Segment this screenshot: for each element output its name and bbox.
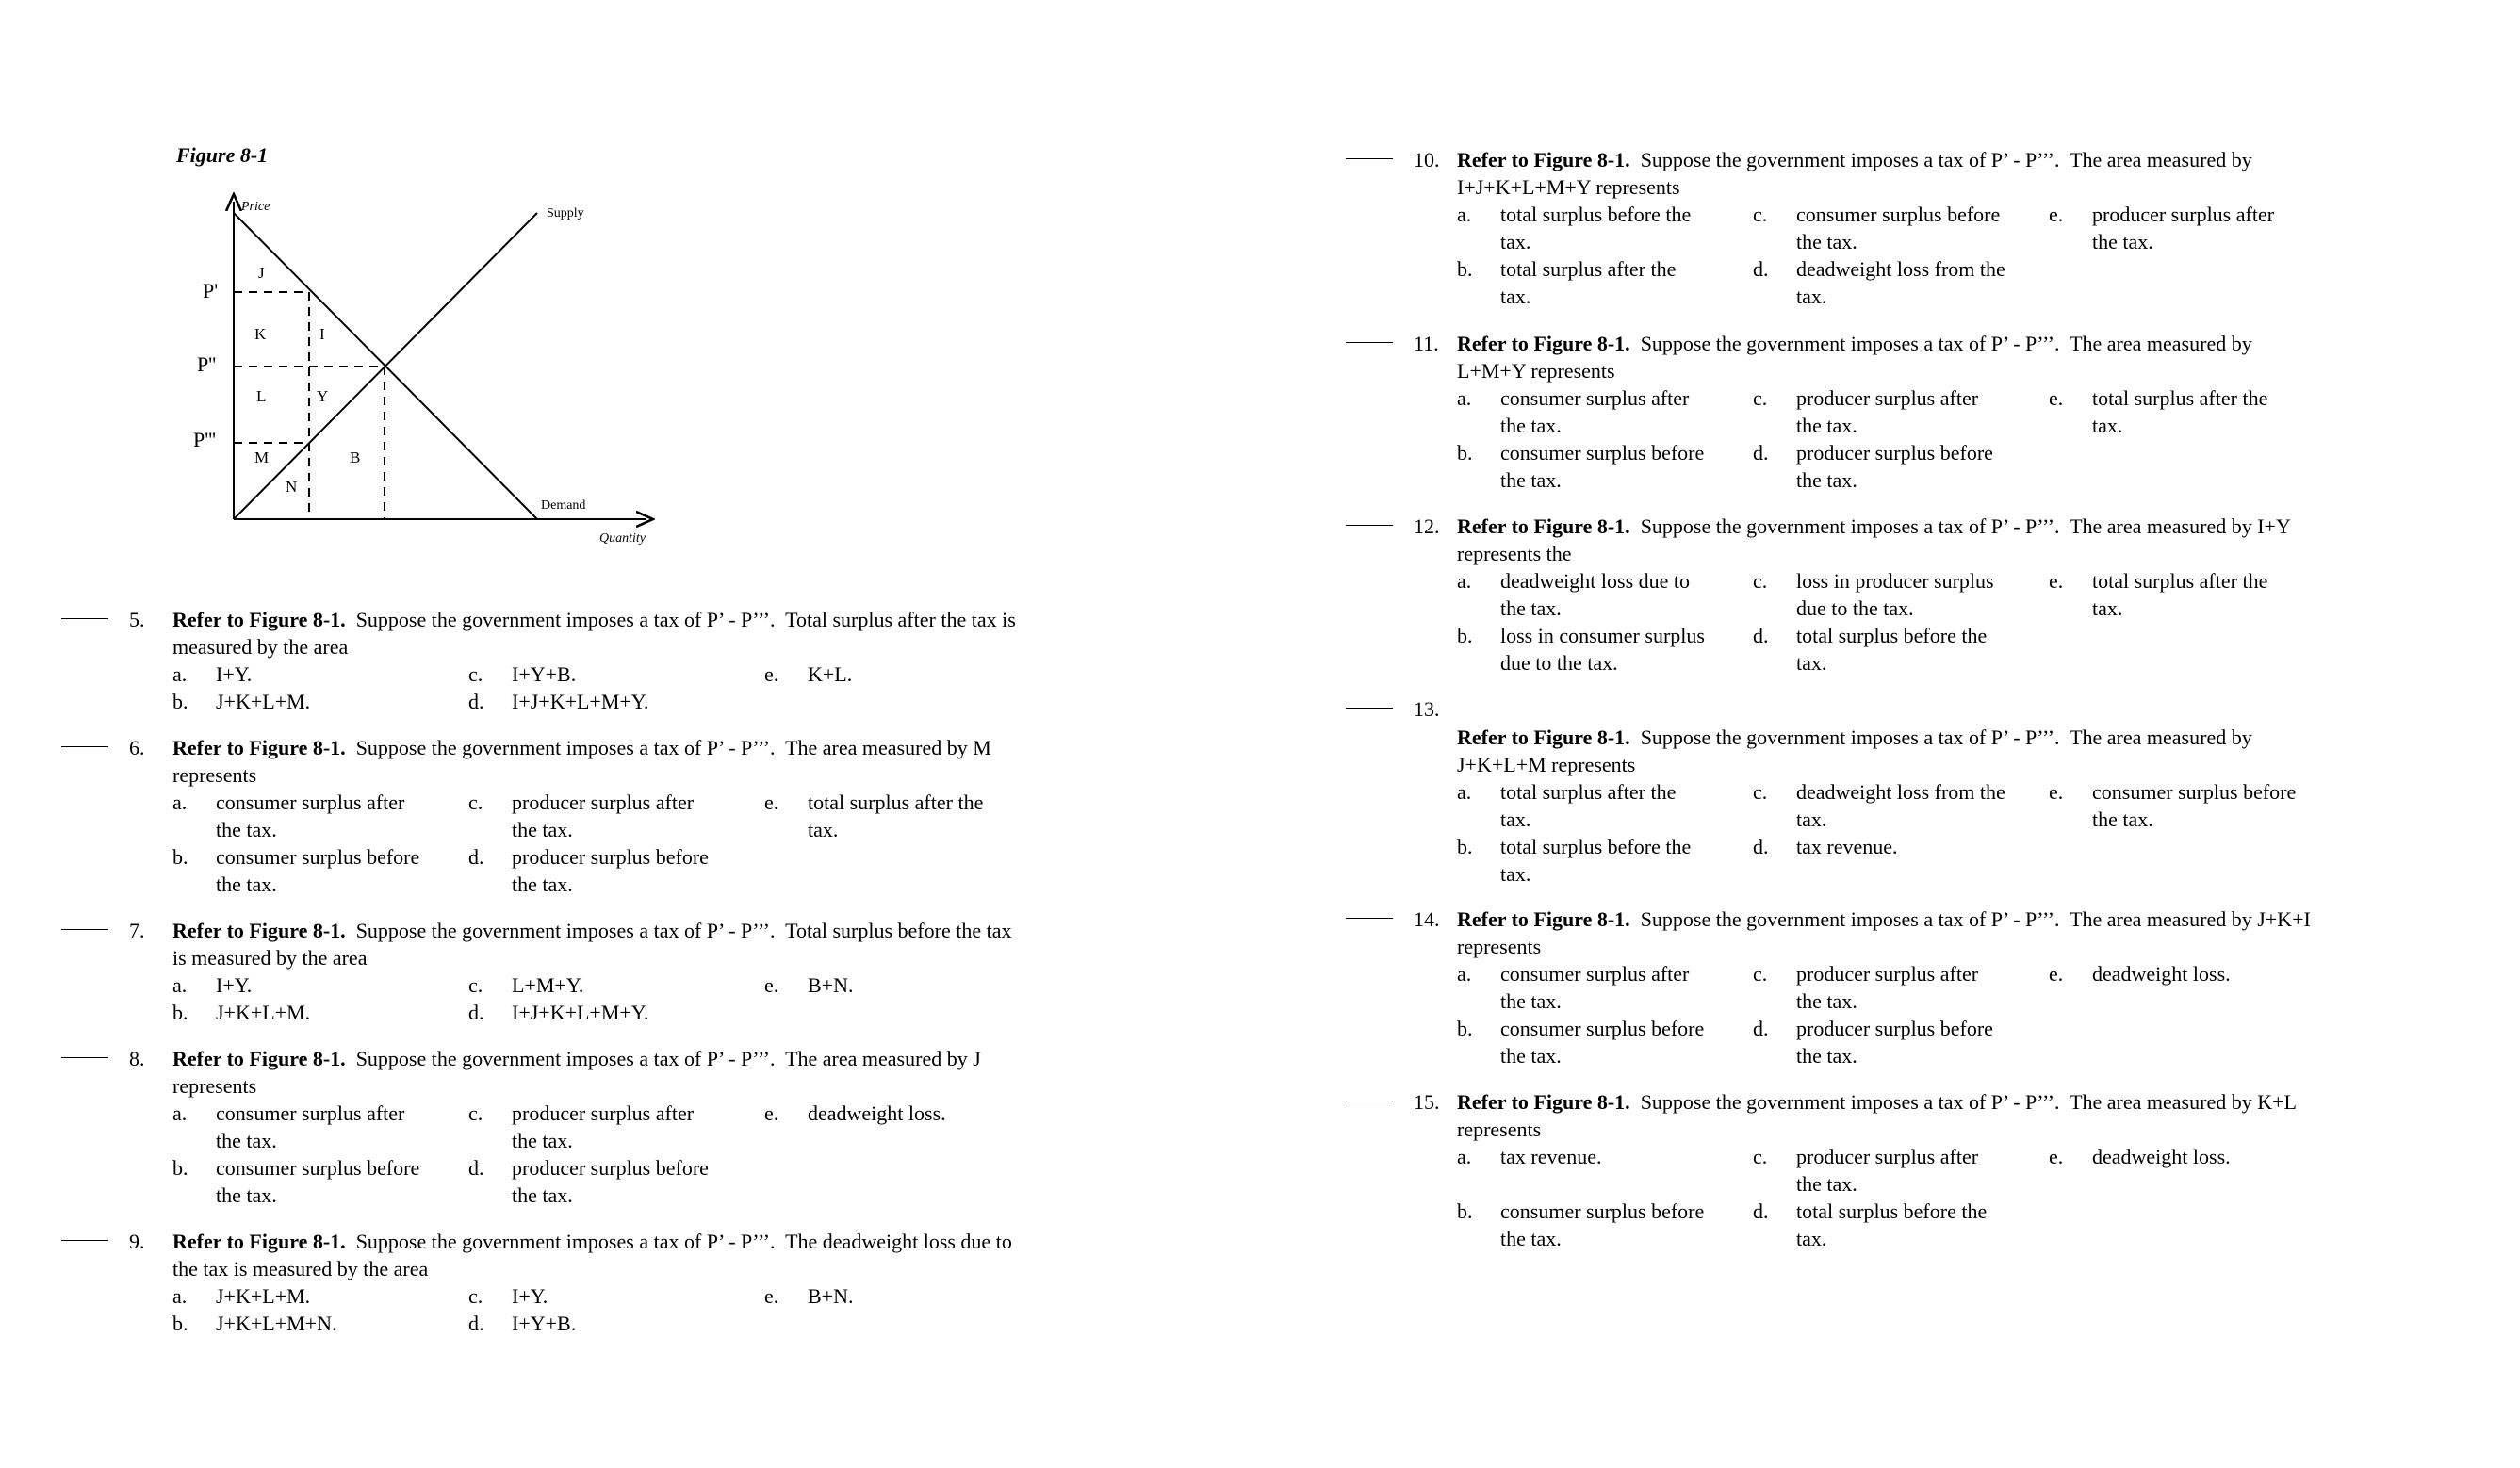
- option-text: [1500, 833, 1691, 888]
- option-text: [808, 661, 852, 688]
- option-text-line: producer surplus after: [1796, 386, 1979, 410]
- option-letter: b.: [1457, 441, 1473, 465]
- area-label-y: Y: [317, 387, 329, 405]
- area-label-j: J: [258, 264, 265, 282]
- option-text-line: I+J+K+L+M+Y.: [512, 1001, 649, 1024]
- option-text-line: producer surplus after: [512, 1101, 695, 1125]
- option-text: [1500, 1015, 1704, 1069]
- stem-line: Suppose the government imposes a tax of P’ - P’’’. The area measured by J+K+I: [1640, 907, 2311, 931]
- option-text-line: B+N.: [808, 1284, 854, 1308]
- option-text-line: J+K+L+M.: [216, 1001, 311, 1024]
- price-label-p2: P'': [197, 352, 217, 376]
- option-text-line: the tax.: [1796, 230, 1857, 253]
- question-stem: [1457, 330, 2252, 384]
- option-text-line: the tax.: [216, 818, 277, 841]
- stem-line: Suppose the government imposes a tax of P’ - P’’’. Total surplus after the tax is: [355, 608, 1016, 631]
- option-text-line: total surplus after the: [2092, 569, 2268, 593]
- option-text: [216, 1310, 336, 1337]
- option-text-line: tax.: [1500, 230, 1531, 253]
- option-letter: b.: [172, 845, 188, 869]
- option-letter: d.: [1753, 835, 1769, 858]
- option-letter: b.: [172, 1312, 188, 1335]
- option-text: [1796, 384, 1978, 439]
- option-text-line: total surplus before the: [1500, 203, 1692, 226]
- option-text: [512, 999, 648, 1026]
- question-stem: [1457, 1088, 2297, 1143]
- option-text-line: consumer surplus after: [1500, 962, 1690, 986]
- option-text-line: total surplus after the: [1500, 780, 1677, 804]
- option-letter: e.: [764, 791, 779, 814]
- option-text: [512, 843, 709, 898]
- option-text-line: J+K+L+M.: [216, 690, 311, 713]
- option-text-line: tax revenue.: [1796, 835, 1898, 858]
- answer-blank[interactable]: [1346, 918, 1393, 919]
- question-stem: [172, 734, 991, 789]
- option-text: [512, 789, 694, 843]
- option-text: [512, 1310, 576, 1337]
- option-text: [2092, 778, 2296, 833]
- option-text: [1796, 255, 2005, 310]
- option-text-line: J+K+L+M.: [216, 1284, 311, 1308]
- option-text-line: the tax.: [216, 1183, 277, 1207]
- option-text-line: J+K+L+M+N.: [216, 1312, 337, 1335]
- option-letter: d.: [1753, 624, 1769, 647]
- stem-line: represents: [1457, 1117, 1542, 1141]
- option-letter: d.: [468, 1156, 484, 1180]
- option-text: [808, 971, 853, 999]
- option-text-line: tax.: [1796, 285, 1827, 308]
- figure-reference: Refer to Figure 8-1.: [1457, 1090, 1630, 1114]
- option-text-line: deadweight loss.: [2092, 1145, 2231, 1168]
- price-axis-label: Price: [241, 200, 270, 214]
- option-letter: b.: [172, 1156, 188, 1180]
- question-number: 7.: [129, 919, 145, 942]
- option-text-line: the tax.: [1500, 1044, 1562, 1068]
- question-stem: [172, 1045, 981, 1100]
- option-letter: d.: [1753, 1199, 1769, 1223]
- option-text-line: producer surplus before: [1796, 441, 1993, 465]
- question-number: 13.: [1414, 697, 1440, 721]
- question-number: 8.: [129, 1047, 145, 1070]
- option-letter: a.: [1457, 962, 1472, 986]
- answer-blank[interactable]: [61, 1240, 108, 1241]
- stem-line: Suppose the government imposes a tax of P’ - P’’’. The area measured by K+L: [1640, 1090, 2297, 1114]
- option-text-line: producer surplus before: [512, 1156, 709, 1180]
- option-letter: d.: [468, 845, 484, 869]
- option-letter: c.: [468, 662, 483, 686]
- question-number: 9.: [129, 1230, 145, 1253]
- option-text: [1500, 778, 1676, 833]
- option-text: [216, 971, 252, 999]
- option-text: [1796, 201, 2000, 255]
- option-letter: d.: [1753, 257, 1769, 281]
- option-text-line: tax.: [1796, 807, 1827, 831]
- question-stem: [1457, 905, 2311, 960]
- answer-blank[interactable]: [61, 618, 108, 619]
- option-letter: e.: [2049, 203, 2064, 226]
- option-text: [808, 1282, 853, 1310]
- option-text-line: the tax.: [1500, 468, 1562, 492]
- option-letter: d.: [1753, 441, 1769, 465]
- stem-line: L+M+Y represents: [1457, 359, 1615, 383]
- option-text: [1500, 567, 1690, 622]
- question-stem: [1457, 146, 2252, 201]
- option-letter: c.: [468, 973, 483, 997]
- option-letter: c.: [468, 1101, 483, 1125]
- option-text-line: I+Y.: [216, 973, 253, 997]
- option-text-line: consumer surplus before: [216, 845, 420, 869]
- stem-line: the tax is measured by the area: [172, 1257, 429, 1280]
- option-text-line: tax.: [1500, 285, 1531, 308]
- option-text-line: tax revenue.: [1500, 1145, 1602, 1168]
- option-text: [512, 1282, 548, 1310]
- question-number: 15.: [1414, 1090, 1440, 1114]
- option-text-line: deadweight loss.: [808, 1101, 946, 1125]
- option-letter: d.: [468, 1001, 484, 1024]
- option-text-line: total surplus after the: [2092, 386, 2268, 410]
- question-number: 6.: [129, 736, 145, 759]
- stem-line: Suppose the government imposes a tax of P’ - P’’’. The area measured by: [1640, 726, 2252, 749]
- option-letter: b.: [1457, 835, 1473, 858]
- option-letter: b.: [172, 1001, 188, 1024]
- option-letter: c.: [1753, 203, 1768, 226]
- answer-blank[interactable]: [1346, 525, 1393, 526]
- area-label-i: I: [319, 325, 325, 343]
- figure-title: Figure 8-1: [176, 143, 269, 167]
- option-text: [1796, 833, 1898, 860]
- option-text-line: the tax.: [1500, 989, 1562, 1013]
- option-text-line: tax.: [2092, 414, 2123, 437]
- option-text: [216, 1282, 310, 1310]
- stem-line: Suppose the government imposes a tax of P’ - P’’’. The deadweight loss due to: [355, 1230, 1012, 1253]
- option-letter: e.: [764, 973, 779, 997]
- option-text-line: the tax.: [512, 1129, 573, 1152]
- option-text: [216, 688, 310, 715]
- figure-reference: Refer to Figure 8-1.: [1457, 726, 1630, 749]
- stem-line: represents: [172, 1074, 257, 1098]
- question-number: 11.: [1414, 332, 1439, 355]
- option-text-line: deadweight loss due to: [1500, 569, 1691, 593]
- option-letter: e.: [2049, 780, 2064, 804]
- option-letter: c.: [1753, 386, 1768, 410]
- option-letter: c.: [468, 1284, 483, 1308]
- question-number: 10.: [1414, 148, 1440, 171]
- area-label-l: L: [256, 387, 267, 405]
- option-letter: a.: [1457, 203, 1472, 226]
- option-text-line: deadweight loss from the: [1796, 257, 2005, 281]
- question-stem: [172, 606, 1016, 661]
- option-letter: c.: [1753, 1145, 1768, 1168]
- option-letter: b.: [1457, 624, 1473, 647]
- option-text-line: consumer surplus before: [1500, 1017, 1705, 1040]
- option-text: [1500, 1198, 1704, 1252]
- option-text-line: B+N.: [808, 973, 854, 997]
- option-letter: c.: [1753, 780, 1768, 804]
- option-text-line: consumer surplus before: [1500, 441, 1705, 465]
- figure-8-1-diagram: [0, 0, 679, 565]
- figure-reference: Refer to Figure 8-1.: [1457, 907, 1630, 931]
- option-letter: c.: [1753, 569, 1768, 593]
- option-text: [1796, 1143, 1978, 1198]
- option-letter: d.: [468, 690, 484, 713]
- option-letter: e.: [764, 662, 779, 686]
- option-text-line: due to the tax.: [1796, 596, 1914, 620]
- option-text-line: consumer surplus before: [216, 1156, 420, 1180]
- option-text-line: the tax.: [1796, 1172, 1857, 1196]
- option-text: [2092, 201, 2274, 255]
- option-text: [216, 999, 310, 1026]
- figure-reference: Refer to Figure 8-1.: [1457, 332, 1630, 355]
- option-text: [1500, 960, 1689, 1015]
- option-text-line: producer surplus after: [512, 791, 695, 814]
- stem-line: represents: [1457, 935, 1542, 958]
- option-text-line: I+Y+B.: [512, 662, 577, 686]
- option-text: [1796, 622, 1987, 677]
- stem-line: Suppose the government imposes a tax of P’ - P’’’. The area measured by I+Y: [1640, 514, 2291, 538]
- option-text-line: consumer surplus after: [216, 1101, 405, 1125]
- option-text-line: tax.: [1500, 807, 1531, 831]
- option-text-line: the tax.: [1796, 414, 1857, 437]
- stem-line: Suppose the government imposes a tax of P’ - P’’’. The area measured by: [1640, 332, 2252, 355]
- figure-reference: Refer to Figure 8-1.: [172, 919, 346, 942]
- option-text: [512, 661, 576, 688]
- option-text: [216, 661, 252, 688]
- option-text-line: the tax.: [1796, 468, 1857, 492]
- option-text-line: total surplus after the: [1500, 257, 1677, 281]
- option-text-line: total surplus before the: [1500, 835, 1692, 858]
- option-text-line: consumer surplus before: [2092, 780, 2297, 804]
- option-letter: b.: [1457, 1199, 1473, 1223]
- price-label-p1: P': [203, 279, 219, 302]
- option-text: [1500, 1143, 1602, 1170]
- option-text-line: the tax.: [1500, 1227, 1562, 1250]
- stem-line: measured by the area: [172, 635, 349, 659]
- stem-line: is measured by the area: [172, 946, 368, 970]
- option-letter: e.: [2049, 386, 2064, 410]
- option-letter: e.: [764, 1284, 779, 1308]
- option-text: [512, 1154, 709, 1209]
- option-letter: e.: [2049, 962, 2064, 986]
- option-letter: a.: [172, 1284, 188, 1308]
- option-text-line: the tax.: [1796, 989, 1857, 1013]
- option-text-line: the tax.: [216, 1129, 277, 1152]
- option-text-line: the tax.: [1796, 1044, 1857, 1068]
- option-text-line: deadweight loss.: [2092, 962, 2231, 986]
- stem-line: represents the: [1457, 542, 1572, 565]
- option-text: [1500, 439, 1704, 494]
- option-text-line: producer surplus after: [2092, 203, 2275, 226]
- option-text-line: consumer surplus after: [1500, 386, 1690, 410]
- option-letter: a.: [1457, 1145, 1472, 1168]
- option-text-line: the tax.: [512, 818, 573, 841]
- stem-line: represents: [172, 763, 257, 787]
- question-number: 5.: [129, 608, 145, 631]
- option-letter: d.: [1753, 1017, 1769, 1040]
- option-text-line: due to the tax.: [1500, 651, 1618, 675]
- figure-reference: Refer to Figure 8-1.: [172, 1047, 346, 1070]
- option-letter: e.: [764, 1101, 779, 1125]
- option-text: [1500, 255, 1676, 310]
- option-text: [1796, 778, 2005, 833]
- area-label-n: N: [286, 478, 298, 496]
- option-text-line: total surplus before the: [1796, 1199, 1988, 1223]
- option-text-line: the tax.: [2092, 230, 2153, 253]
- option-text: [512, 971, 583, 999]
- supply-label: Supply: [547, 206, 584, 220]
- option-text-line: tax.: [1500, 862, 1531, 886]
- option-text-line: producer surplus after: [1796, 1145, 1979, 1168]
- option-letter: e.: [2049, 569, 2064, 593]
- option-letter: b.: [172, 690, 188, 713]
- answer-blank[interactable]: [1346, 342, 1393, 343]
- option-text-line: K+L.: [808, 662, 853, 686]
- option-text: [1796, 567, 1994, 622]
- stem-line: Suppose the government imposes a tax of P’ - P’’’. Total surplus before the tax: [355, 919, 1012, 942]
- option-text: [1796, 1198, 1987, 1252]
- option-text-line: I+J+K+L+M+Y.: [512, 690, 649, 713]
- option-letter: e.: [2049, 1145, 2064, 1168]
- area-label-k: K: [254, 325, 267, 343]
- option-text: [1796, 439, 1993, 494]
- option-text-line: the tax.: [2092, 807, 2153, 831]
- option-text: [1500, 201, 1691, 255]
- option-text-line: the tax.: [1500, 414, 1562, 437]
- option-letter: a.: [172, 791, 188, 814]
- option-text-line: producer surplus after: [1796, 962, 1979, 986]
- option-text: [216, 1100, 404, 1154]
- option-text-line: tax.: [1796, 651, 1827, 675]
- option-text: [2092, 384, 2267, 439]
- option-text-line: loss in producer surplus: [1796, 569, 1994, 593]
- area-label-m: M: [254, 449, 270, 466]
- answer-blank[interactable]: [1346, 708, 1393, 709]
- question-stem: [1457, 724, 2252, 778]
- option-text-line: total surplus before the: [1796, 624, 1988, 647]
- option-text: [808, 789, 983, 843]
- demand-label: Demand: [541, 498, 586, 513]
- option-text-line: the tax.: [512, 873, 573, 896]
- option-text: [1796, 1015, 1993, 1069]
- option-text-line: consumer surplus before: [1796, 203, 2001, 226]
- option-letter: b.: [1457, 257, 1473, 281]
- option-text: [512, 1100, 694, 1154]
- option-text: [2092, 1143, 2231, 1170]
- quantity-axis-label: Quantity: [599, 531, 646, 546]
- option-text: [2092, 960, 2231, 987]
- question-stem: [1457, 513, 2291, 567]
- option-text: [2092, 567, 2267, 622]
- stem-line: I+J+K+L+M+Y represents: [1457, 175, 1680, 199]
- price-label-p3: P''': [193, 428, 217, 451]
- option-text-line: I+Y+B.: [512, 1312, 577, 1335]
- stem-line: Suppose the government imposes a tax of P’ - P’’’. The area measured by J: [355, 1047, 981, 1070]
- option-letter: a.: [172, 662, 188, 686]
- option-text-line: loss in consumer surplus: [1500, 624, 1705, 647]
- stem-line: Suppose the government imposes a tax of P’ - P’’’. The area measured by: [1640, 148, 2252, 171]
- option-text: [808, 1100, 946, 1127]
- option-letter: a.: [172, 973, 188, 997]
- option-text: [1500, 622, 1705, 677]
- option-text-line: tax.: [2092, 596, 2123, 620]
- question-stem: [172, 1228, 1012, 1282]
- option-text-line: the tax.: [1500, 596, 1562, 620]
- figure-reference: Refer to Figure 8-1.: [172, 736, 346, 759]
- option-text-line: L+M+Y.: [512, 973, 584, 997]
- area-label-b: B: [350, 449, 361, 466]
- stem-line: Suppose the government imposes a tax of P’ - P’’’. The area measured by M: [355, 736, 991, 759]
- answer-blank[interactable]: [61, 746, 108, 747]
- option-text-line: consumer surplus before: [1500, 1199, 1705, 1223]
- option-text-line: producer surplus before: [1796, 1017, 1993, 1040]
- option-text-line: the tax.: [512, 1183, 573, 1207]
- option-text: [216, 1154, 419, 1209]
- answer-blank[interactable]: [1346, 158, 1393, 159]
- option-letter: c.: [468, 791, 483, 814]
- option-letter: a.: [1457, 386, 1472, 410]
- option-text: [512, 688, 648, 715]
- option-text: [216, 789, 404, 843]
- option-letter: d.: [468, 1312, 484, 1335]
- answer-blank[interactable]: [61, 1057, 108, 1058]
- option-text: [216, 843, 419, 898]
- answer-blank[interactable]: [61, 929, 108, 930]
- figure-reference: Refer to Figure 8-1.: [1457, 148, 1630, 171]
- option-letter: c.: [1753, 962, 1768, 986]
- option-letter: a.: [1457, 569, 1472, 593]
- option-letter: a.: [172, 1101, 188, 1125]
- option-text-line: consumer surplus after: [216, 791, 405, 814]
- question-number: 14.: [1414, 907, 1440, 931]
- option-text-line: producer surplus before: [512, 845, 709, 869]
- question-number: 12.: [1414, 514, 1440, 538]
- option-text-line: the tax.: [216, 873, 277, 896]
- option-text-line: I+Y.: [512, 1284, 548, 1308]
- option-text-line: tax.: [1796, 1227, 1827, 1250]
- option-text: [1500, 384, 1689, 439]
- option-text-line: tax.: [808, 818, 839, 841]
- question-stem: [172, 917, 1011, 971]
- figure-reference: Refer to Figure 8-1.: [172, 608, 346, 631]
- figure-reference: Refer to Figure 8-1.: [172, 1230, 346, 1253]
- option-letter: a.: [1457, 780, 1472, 804]
- option-text: [1796, 960, 1978, 1015]
- figure-reference: Refer to Figure 8-1.: [1457, 514, 1630, 538]
- stem-line: J+K+L+M represents: [1457, 753, 1636, 776]
- option-text-line: deadweight loss from the: [1796, 780, 2005, 804]
- option-text-line: total surplus after the: [808, 791, 984, 814]
- option-letter: b.: [1457, 1017, 1473, 1040]
- option-text-line: I+Y.: [216, 662, 253, 686]
